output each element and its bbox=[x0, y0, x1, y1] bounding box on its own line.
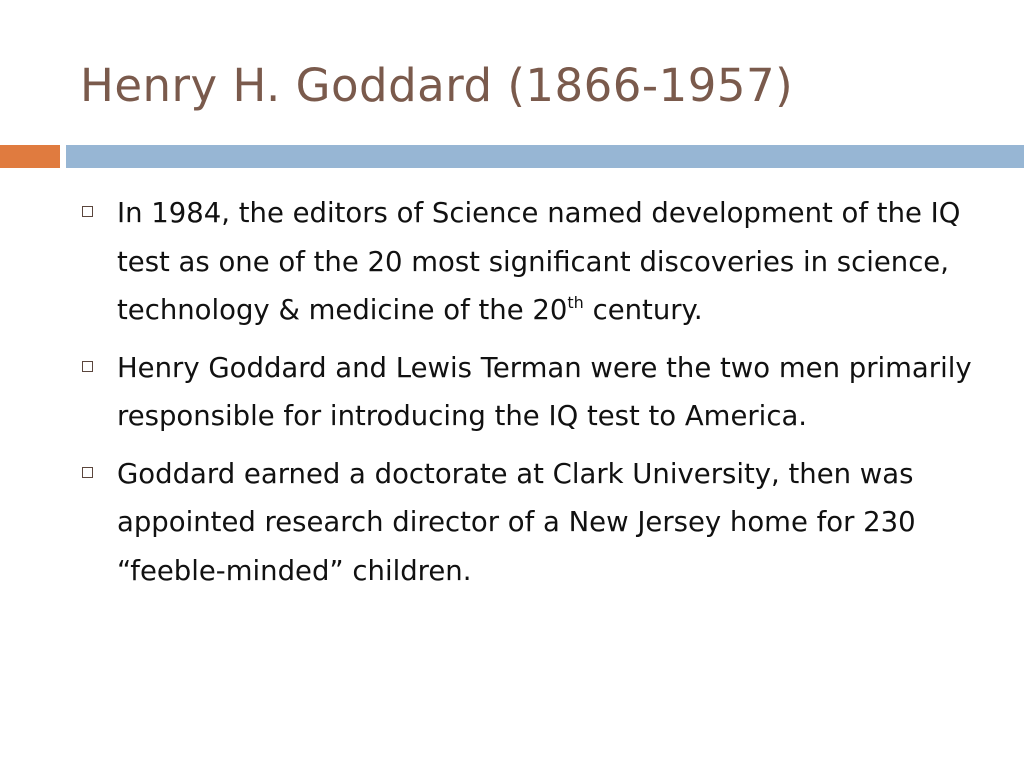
square-bullet-icon bbox=[82, 206, 93, 217]
bullet-text: In 1984, the editors of Science named development of the IQ test as one of the 20 most significant discoveries in science, technology & medicine of the 20 bbox=[117, 197, 961, 326]
bullet-item bbox=[82, 189, 982, 335]
bullet-text: Henry Goddard and Lewis Terman were the two men primarily responsible for introducing the IQ test to America. bbox=[117, 351, 972, 432]
bullet-item bbox=[82, 450, 982, 596]
bullet-list bbox=[82, 189, 982, 604]
bullet-text-continued: century. bbox=[583, 294, 703, 326]
slide-title: Henry H. Goddard (1866-1957) bbox=[80, 59, 794, 112]
bullet-item bbox=[82, 344, 982, 441]
square-bullet-icon bbox=[82, 467, 93, 478]
square-bullet-icon bbox=[82, 361, 93, 372]
superscript-ordinal: th bbox=[567, 293, 584, 312]
title-divider-bar bbox=[66, 145, 1024, 168]
bullet-text: Goddard earned a doctorate at Clark University, then was appointed research director of a New Jersey home for 230 “feeble-minded” children. bbox=[117, 457, 916, 587]
title-accent-bar bbox=[0, 145, 60, 168]
